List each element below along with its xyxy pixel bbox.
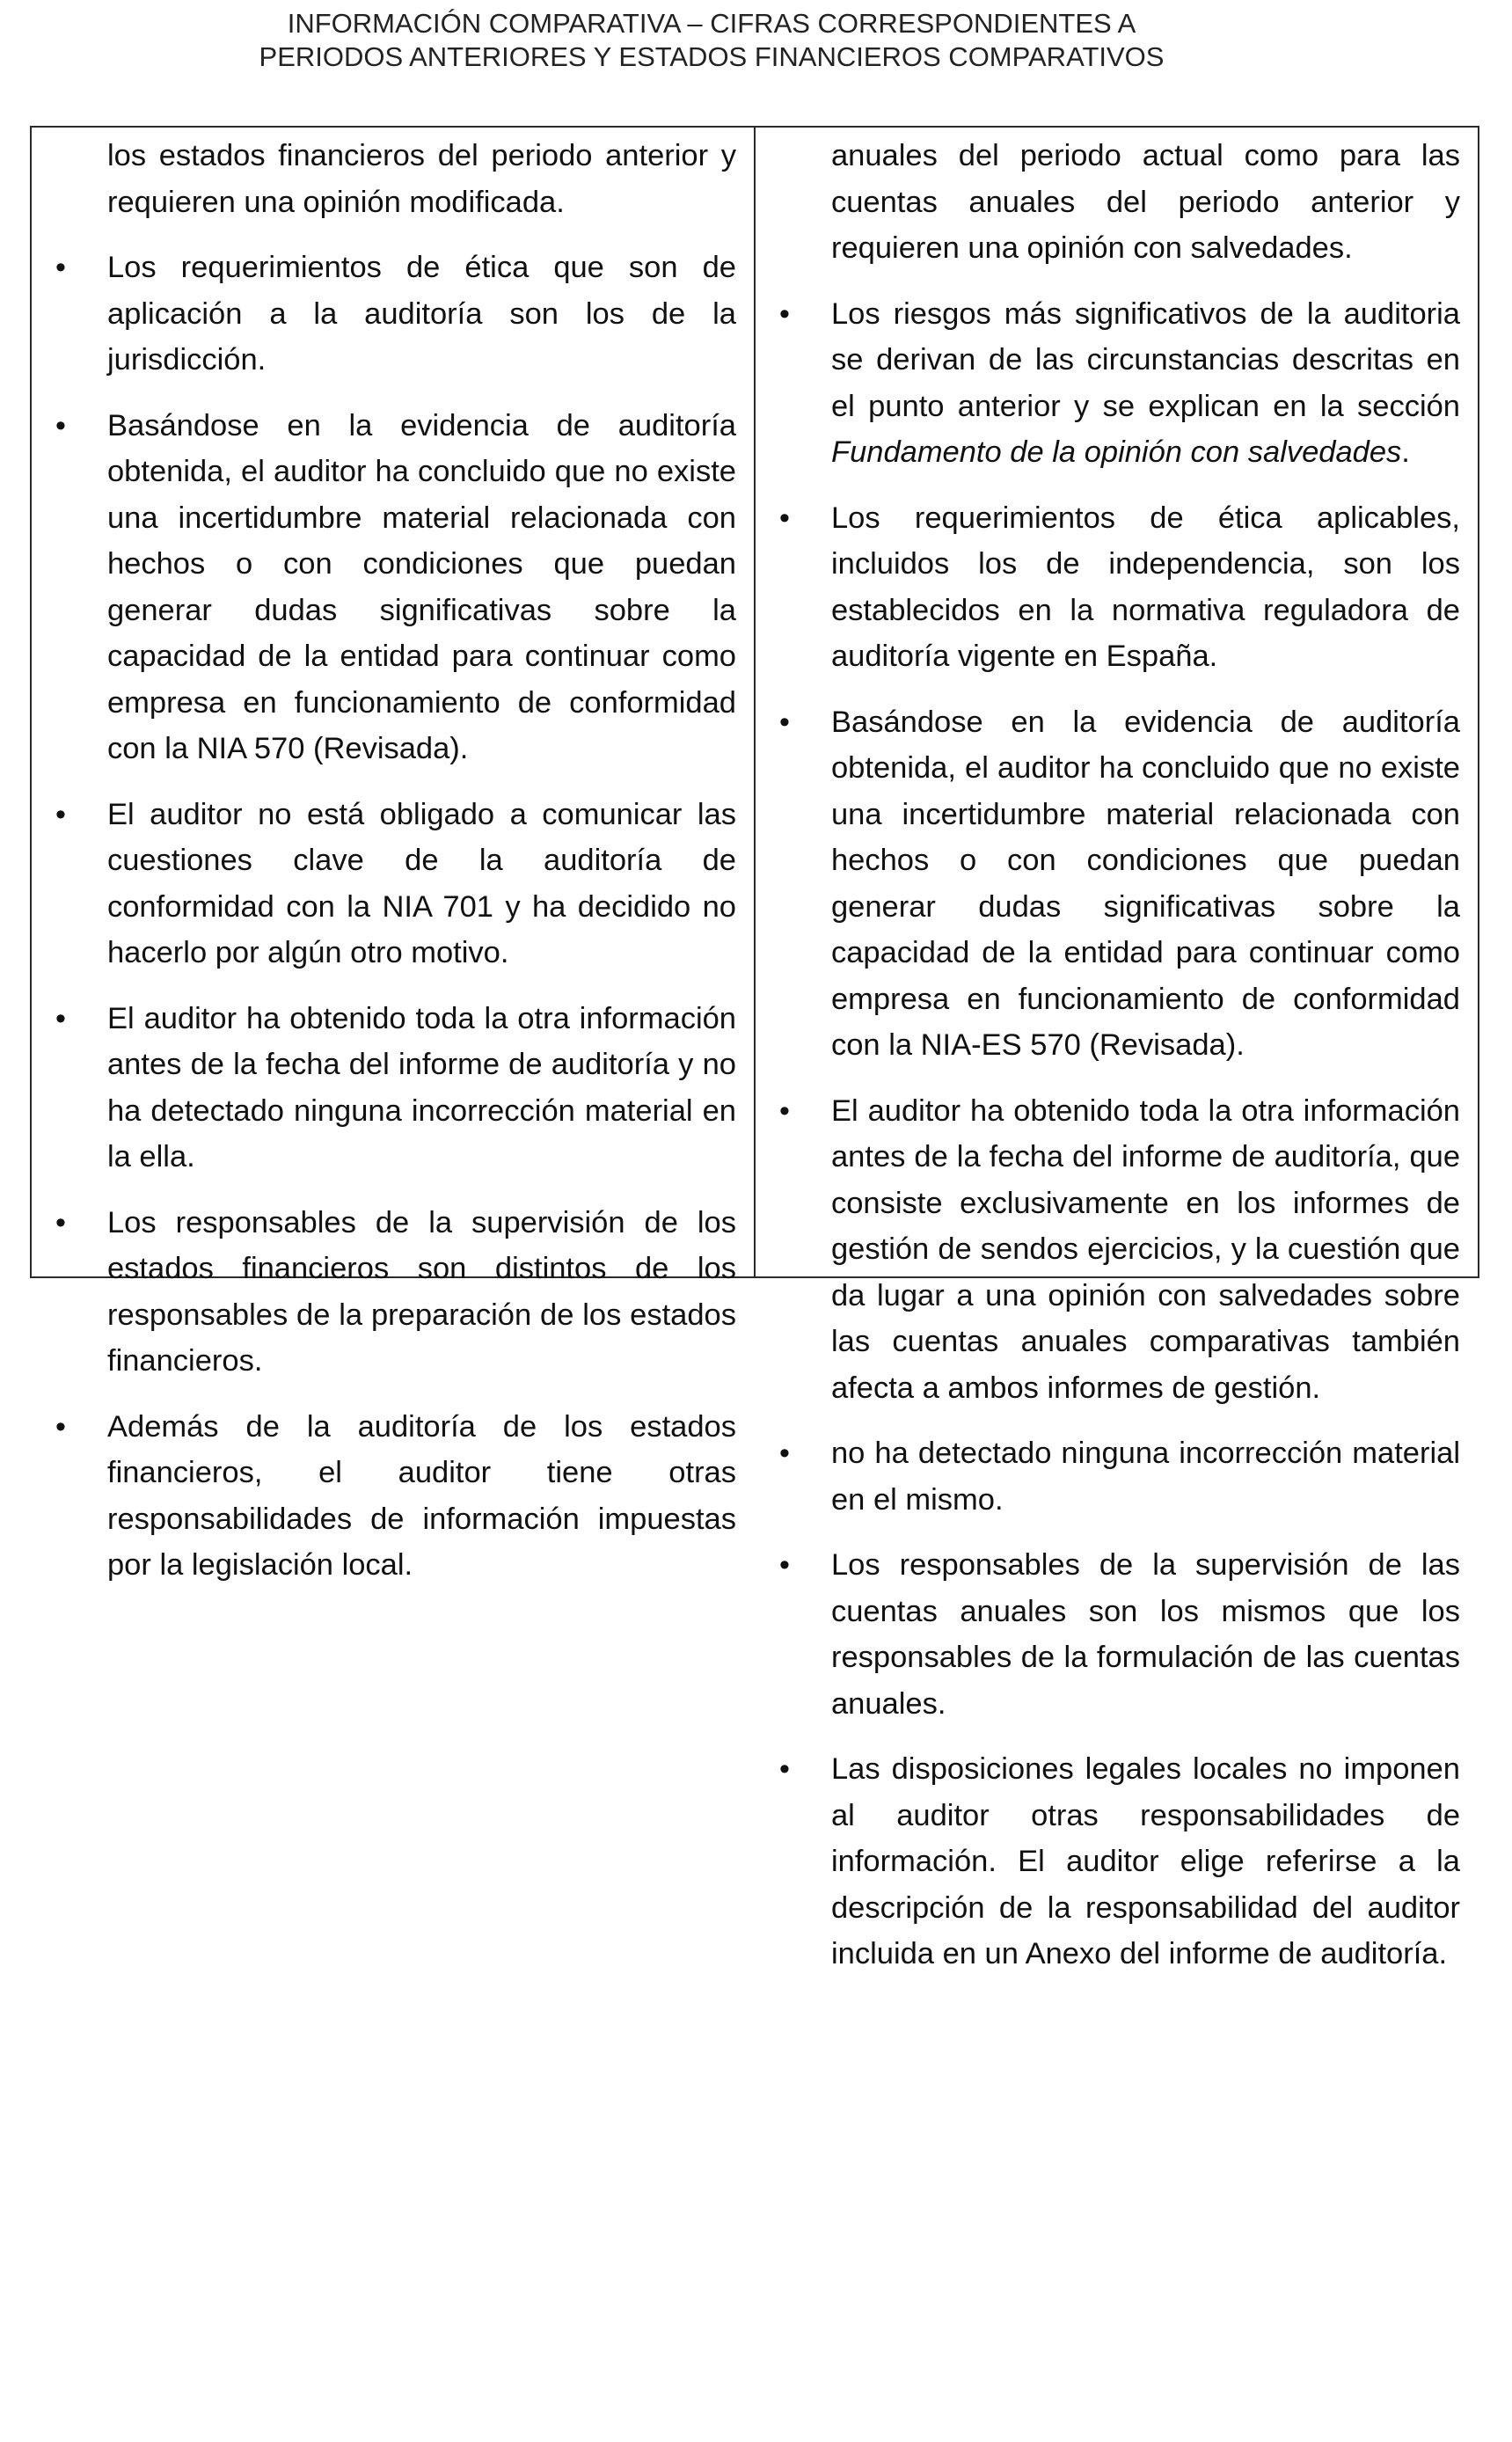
risks-text-end: . (1401, 435, 1410, 469)
header-line-2: PERIODOS ANTERIORES Y ESTADOS FINANCIEROS COMPARATIVOS (259, 41, 1165, 72)
right-bullet-item-risks (831, 291, 1460, 476)
right-column (756, 128, 1478, 1970)
left-continuation-text: los estados financieros del periodo anterior y requieren una opinión modificada. (107, 139, 736, 219)
right-bullet-item: • Basándose en la evidencia de auditoría obtenida, el auditor ha concluido que no existe una incertidumbre material relacionada con hechos o con condiciones que puedan generar dudas significativas sobre la capacidad de la entidad para continuar como empresa en funcionamiento de conformidad con la NIA-ES 570 (Revisada). (831, 699, 1460, 1069)
risks-section-title: Fundamento de la opinión con salvedades (831, 435, 1402, 469)
right-bullet-item: • El auditor ha obtenido toda la otra información antes de la fecha del informe de auditoría, que consiste exclusivamente en los informes de gestión de sendos ejercicios, y la cuestión que da lugar a una opinión con salvedades sobre las cuentas anuales comparativas también afecta a ambos informes de gestión. (831, 1088, 1460, 1412)
left-bullet-item: • El auditor ha obtenido toda la otra información antes de la fecha del informe de auditoría y no ha detectado ninguna incorrección material en la ella. (107, 996, 736, 1181)
right-bullet-item: • no ha detectado ninguna incorrección material en el mismo. (831, 1430, 1460, 1523)
left-bullet-item: • Los requerimientos de ética que son de aplicación a la auditoría son los de la jurisdicción. (107, 245, 736, 384)
risks-text: Los riesgos más significativos de la auditoria se derivan de las circunstancias descritas en el punto anterior y se explican en la sección (831, 296, 1460, 423)
right-bullet-item: • Los responsables de la supervisión de las cuentas anuales son los mismos que los responsables de la formulación de las cuentas anuales. (831, 1542, 1460, 1727)
left-column (32, 128, 756, 1582)
page-header (0, 7, 1423, 74)
comparison-table (30, 126, 1479, 1970)
right-bullet-item: • Los requerimientos de ética aplicables, incluidos los de independencia, son los establecidos en la normativa reguladora de auditoría vigente en España. (831, 495, 1460, 680)
header-line-1: INFORMACIÓN COMPARATIVA – CIFRAS CORRESPONDIENTES A (287, 8, 1136, 39)
left-bullet-item: • Los responsables de la supervisión de los estados financieros son distintos de los responsables de la preparación de los estados financieros. (107, 1200, 736, 1385)
left-bullet-item: • El auditor no está obligado a comunicar las cuestiones clave de la auditoría de conformidad con la NIA 701 y ha decidido no hacerlo por algún otro motivo. (107, 792, 736, 976)
right-bullet-item: • Las disposiciones legales locales no imponen al auditor otras responsabilidades de información. El auditor elige referirse a la descripción de la responsabilidad del auditor incluida en un Anexo del informe de auditoría. (831, 1746, 1460, 1978)
left-bullet-item: • Además de la auditoría de los estados financieros, el auditor tiene otras responsabilidades de información impuestas por la legislación local. (107, 1404, 736, 1589)
left-bullet-item: • Basándose en la evidencia de auditoría obtenida, el auditor ha concluido que no existe una incertidumbre material relacionada con hechos o con condiciones que puedan generar dudas significativas sobre la capacidad de la entidad para continuar como empresa en funcionamiento de conformidad con la NIA 570 (Revisada). (107, 403, 736, 772)
right-continuation-text: anuales del periodo actual como para las cuentas anuales del periodo anterior y requieren una opinión con salvedades. (831, 139, 1460, 265)
